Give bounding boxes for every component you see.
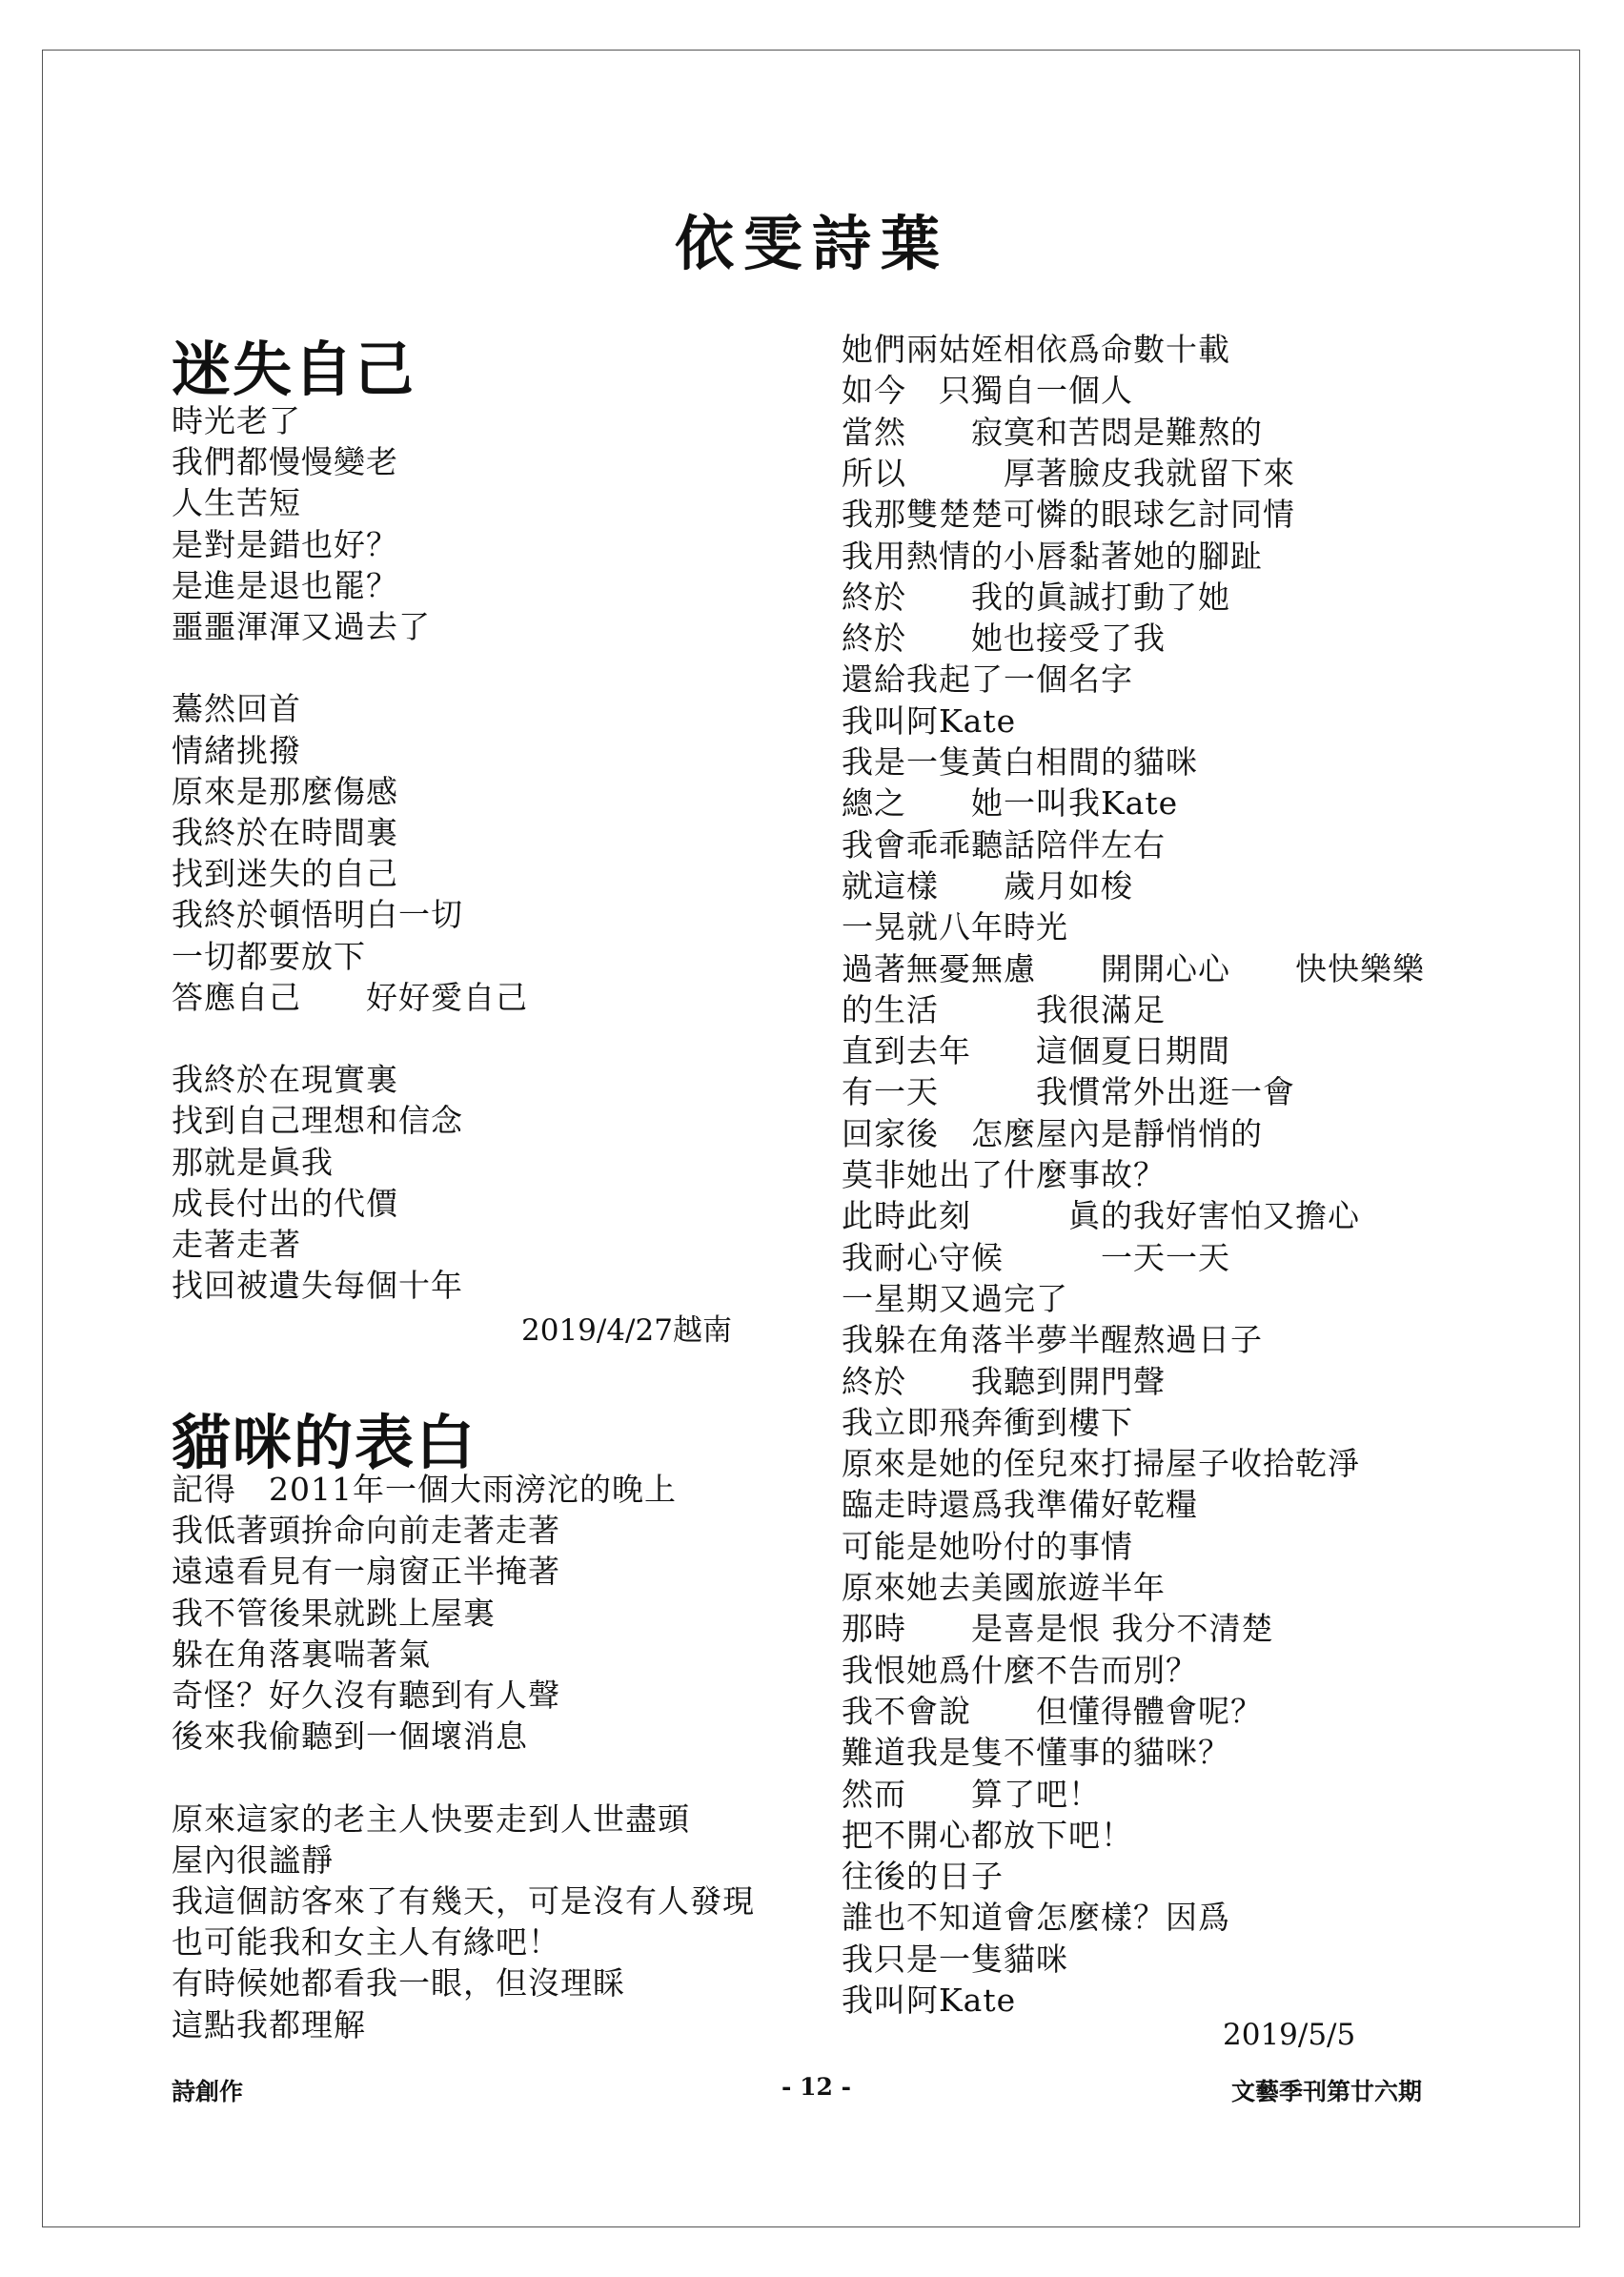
- poem-line: 直到去年 這個夏日期間: [842, 1032, 1230, 1070]
- poem-line: 把不開心都放下吧！: [842, 1816, 1133, 1854]
- poem-line: 她們兩姑姪相依爲命數十載: [842, 331, 1230, 368]
- poem-line: 然而 算了吧！: [842, 1775, 1101, 1813]
- poem-line: 那就是眞我: [172, 1143, 334, 1181]
- footer-publication: 文藝季刊第廿六期: [1231, 2078, 1423, 2105]
- poem-line: 終於 我聽到開門聲: [842, 1362, 1166, 1400]
- poem-line: 臨走時還爲我準備好乾糧: [842, 1486, 1198, 1524]
- poem-line: 遠遠看見有一扇窗正半掩著: [172, 1553, 560, 1591]
- footer-page-number: - 12 -: [782, 2073, 851, 2101]
- poem-line: 我恨她爲什麼不告而別？: [842, 1651, 1198, 1689]
- poem-line: 後來我偷聽到一個壞消息: [172, 1718, 528, 1756]
- poem-line: 還給我起了一個名字: [842, 661, 1133, 699]
- poem-line: 誰也不知道會怎麼樣？因爲: [842, 1899, 1230, 1937]
- poem-line: 一切都要放下: [172, 937, 366, 975]
- poem-line: 人生苦短: [172, 484, 301, 522]
- poem-line: 找到自己理想和信念: [172, 1102, 463, 1140]
- poem-line: 驀然回首: [172, 690, 301, 728]
- poem-line: 難道我是隻不懂事的貓咪？: [842, 1734, 1230, 1772]
- poem-line: 就這樣 歲月如梭: [842, 866, 1133, 905]
- poem-line: 一晃就八年時光: [842, 908, 1068, 946]
- poem-1-date: 2019/4/27越南: [521, 1313, 732, 1348]
- poem-line: 總之 她一叫我Kate: [842, 784, 1179, 823]
- poem-line: 也可能我和女主人有緣吧！: [172, 1923, 560, 1962]
- poem-line: 我終於頓悟明白一切: [172, 896, 463, 934]
- poem-line: 是進是退也罷？: [172, 566, 398, 604]
- poem-line: 往後的日子: [842, 1858, 1004, 1896]
- poem-line: 有一天 我慣常外出逛一會: [842, 1073, 1295, 1111]
- poem-line: 我立即飛奔衝到樓下: [842, 1403, 1133, 1441]
- poem-line: 終於 我的眞誠打動了她: [842, 578, 1230, 616]
- poem-line: 是對是錯也好？: [172, 525, 398, 563]
- poem-line: 此時此刻 眞的我好害怕又擔心: [842, 1197, 1360, 1235]
- poem-line: 過著無憂無慮 開開心心 快快樂樂: [842, 949, 1425, 987]
- poem-line: 找回被遺失每個十年: [172, 1267, 463, 1305]
- poem-line: 原來是那麼傷感: [172, 772, 398, 810]
- poem-line: 找到迷失的自己: [172, 855, 398, 893]
- footer-section: 詩創作: [172, 2078, 244, 2105]
- poem-2-date: 2019/5/5: [1223, 2018, 1356, 2052]
- poem-line: 我終於在現實裏: [172, 1061, 398, 1099]
- poem-line: 我叫阿Kate: [842, 701, 1017, 740]
- poem-title-1: 迷失自己: [172, 335, 416, 404]
- poem-line: 答應自己 好好愛自己: [172, 978, 528, 1016]
- poem-line: 我低著頭拚命向前走著走著: [172, 1512, 560, 1550]
- page-title: 依雯詩葉: [674, 209, 949, 278]
- poem-line: 成長付出的代價: [172, 1184, 398, 1222]
- poem-line: 我不管後果就跳上屋裏: [172, 1594, 496, 1632]
- poem-line: 這點我都理解: [172, 2005, 366, 2043]
- poem-line: 我會乖乖聽話陪伴左右: [842, 825, 1166, 864]
- poem-line: 奇怪？好久沒有聽到有人聲: [172, 1677, 560, 1714]
- poem-line: 我這個訪客來了有幾天，可是沒有人發現: [172, 1882, 755, 1920]
- poem-line: 我躲在角落半夢半醒熬過日子: [842, 1321, 1263, 1359]
- poem-line: 我耐心守候 一天一天: [842, 1238, 1230, 1276]
- poem-line: 我用熱情的小唇黏著她的腳趾: [842, 537, 1263, 575]
- poem-line: 所以 厚著臉皮我就留下來: [842, 454, 1295, 492]
- poem-line: 我只是一隻貓咪: [842, 1940, 1068, 1978]
- poem-title-2: 貓咪的表白: [172, 1408, 477, 1477]
- poem-line: 我那雙楚楚可憐的眼球乞討同情: [842, 496, 1295, 534]
- poem-line: 我終於在時間裏: [172, 814, 398, 851]
- poem-line: 終於 她也接受了我: [842, 620, 1166, 658]
- poem-line: 屋內很謐靜: [172, 1840, 334, 1879]
- poem-line: 莫非她出了什麼事故？: [842, 1156, 1166, 1193]
- poem-line: 我是一隻黃白相間的貓咪: [842, 743, 1198, 781]
- poem-line: 我們都慢慢變老: [172, 443, 398, 481]
- poem-line: 原來這家的老主人快要走到人世盡頭: [172, 1799, 690, 1838]
- poem-line: 躲在角落裏喘著氣: [172, 1635, 431, 1673]
- poem-line: 記得 2011年一個大雨滂沱的晚上: [172, 1471, 677, 1508]
- poem-line: 當然 寂寞和苦悶是難熬的: [842, 413, 1263, 451]
- poem-line: 原來是她的侄兒來打掃屋子收拾乾淨: [842, 1445, 1360, 1483]
- poem-line: 有時候她都看我一眼，但沒理睬: [172, 1964, 625, 2003]
- poem-line: 的生活 我很滿足: [842, 990, 1166, 1028]
- poem-line: 我不會說 但懂得體會呢？: [842, 1692, 1263, 1730]
- poem-line: 走著走著: [172, 1226, 301, 1263]
- poem-line: 時光老了: [172, 402, 301, 439]
- poem-line: 那時 是喜是恨 我分不清楚: [842, 1610, 1274, 1648]
- poem-line: 噩噩渾渾又過去了: [172, 608, 431, 645]
- poem-line: 如今 只獨自一個人: [842, 372, 1133, 410]
- poem-line: 回家後 怎麼屋內是靜悄悄的: [842, 1114, 1263, 1152]
- poem-line: 原來她去美國旅遊半年: [842, 1569, 1166, 1606]
- poem-line: 情緒挑撥: [172, 731, 301, 769]
- poem-line: 一星期又過完了: [842, 1279, 1068, 1317]
- poem-line: 我叫阿Kate: [842, 1982, 1017, 2019]
- poem-line: 可能是她吩付的事情: [842, 1527, 1133, 1565]
